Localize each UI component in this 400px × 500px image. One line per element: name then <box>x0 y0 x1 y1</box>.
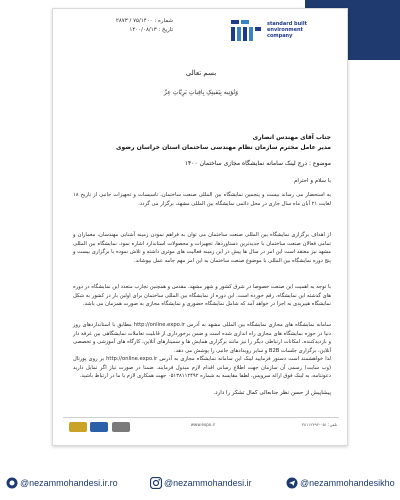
letter-addressee <box>73 133 331 153</box>
bismillah-heading: بسم تعالی <box>185 69 217 77</box>
letter-footer-divider <box>63 417 339 418</box>
letter-paragraph-4: سامانه نمایشگاه های مجازی نمایشگاه بین المللی مشهد به آدرس http://online.expo.ir مطابق با استانداردهای روز دنیا در حوزه نمایشگاه های مجازی راه اندازی شده است و ضمن برخورداری از قابلیت تعاملات نمایشگاهی بین غرفه دار و بازدیدکننده، امکانات ارتباطی دیگر را نیز مانند برگزاری همایش ها و سمینارهای آنلاین، کارگاه های آموزشی و تخصصی آنلاین، برگزاری جلسات B2B و سایر رویدادهای جانبی را پوشش می دهد. <box>73 322 331 354</box>
letter-greeting: با سلام و احترام <box>294 178 331 184</box>
letter-closing: پیشاپیش از حسن نظر جنابعالی کمال تشکر را دارد. <box>213 390 331 396</box>
telegram-icon <box>286 477 298 489</box>
letter-footer <box>63 420 339 444</box>
letter-paragraph-1: به استحضار می رساند بیست و پنجمین نمایشگاه بین المللی صنعت ساختمان، تاسیسات و تجهیزات جانبی از تاریخ ۱۸ لغایت ۲۱ آبان ماه سال جاری در محل دائمی نمایشگاه بین المللی مشهد، برگزار می گردد. <box>73 192 331 207</box>
footer-website[interactable]: www.expo.ir <box>190 422 216 427</box>
footer-contact: تلفن: ۰۵۱-۳۸۱۱۲۴۹۲ <box>301 422 337 427</box>
social-handle-left: @nezammohandesi.ir.ro <box>20 478 118 488</box>
expo-logo-icon <box>229 17 265 45</box>
social-link-telegram[interactable] <box>286 476 395 490</box>
iaee-logo-icon <box>90 422 108 432</box>
partner-logos <box>69 422 149 440</box>
letter-number: شماره : ۷۵/۱۴۰۰ / ۲۸۷۳ <box>115 18 173 24</box>
letter-document <box>52 8 348 446</box>
letter-paragraph-5: لذا خواهشمند است دستور فرمایید لینک این سامانه نمایشگاه مجازی به آدرس http://online.expo.ir بر روی پورتال (وب سایت) رسمی آن سازمان جهت اطلاع رسانی اقدام لازم مبذول فرمایند. ضمنا در صورت نیاز اگر تمایل دارید دعوتنامه، به لینک فوق ارائه سرویس، لطفا مقایسه به شماره ۰۵۱۳۸۱۱۲۴۹۲ جهت همکاری لازم با ما در ارتباط باشید. <box>73 356 332 380</box>
letter-paragraph-3: با توجه به اهمیت این صنعت خصوصا در شرق کشور و شهر مشهد، مقدس و همچنین تجارب متعدد این نمایشگاه در دوره های گذشته این نمایشگاه، رقم خورده است. این دوره از نمایشگاه بین المللی ساختمان برای اولین بار در کشور به شکل نمایشگاه هیبریدی به اجرا در خواهد آمد که شامل نمایشگاه حضوری و نمایشگاه مجازی به صورت همزمان می باشد. <box>73 284 331 308</box>
instagram-icon <box>150 477 162 489</box>
letter-quote: وَتُؤتِیه بِیَقینِکِ بِاقِیاتِ بَرِیّاتِ عِزّ <box>163 89 239 96</box>
addressee-name: جناب آقای مهندس انصاری <box>252 134 331 141</box>
addressee-title: مدیر عامل محترم سازمان نظام مهندسی ساختمان استان خراسان رضوی <box>115 144 331 151</box>
letter-paragraph-2: از اهداف برگزاری نمایشگاه بین المللی صنعت ساختمان می توان به فراهم نمودن زمینه آشنایی مهندسان، معماران و تمامی فعالان صنعت ساختمان با جدیدترین دستاوردها، تجهیزات و محصولات استاندارد اشاره نمود. نمایشگاه بین المللی مشهد نیز معتقد است این امر در سال ها پیش در این زمینه فعالیت های موثری داشته و تلاش نموده با برگزاری بیست و پنج دوره نمایشگاه بین المللی با موضوع صنعت ساختمان به این امر مهم جامه عمل بپوشاند. <box>73 232 331 264</box>
expo-logo-text: standard built environment company <box>267 21 307 39</box>
social-handle-mid: @nezammohandesi.ir <box>164 478 252 488</box>
letter-date: تاریخ : ۱۴۰۰/۰۸/۱۳ <box>129 27 173 33</box>
partner-logo-icon <box>112 422 130 432</box>
letter-meta <box>63 17 173 35</box>
social-handle-right: @nezammohandesikho <box>300 478 395 488</box>
ufi-logo-icon <box>69 422 87 432</box>
social-link-eitaa[interactable] <box>6 476 118 490</box>
social-link-instagram[interactable] <box>150 476 252 490</box>
eitaa-icon <box>6 477 18 489</box>
letter-subject: موضوع : درج لینک سامانه نمایشگاه مجازی ساختمان ۱۴۰۰ <box>184 160 331 167</box>
